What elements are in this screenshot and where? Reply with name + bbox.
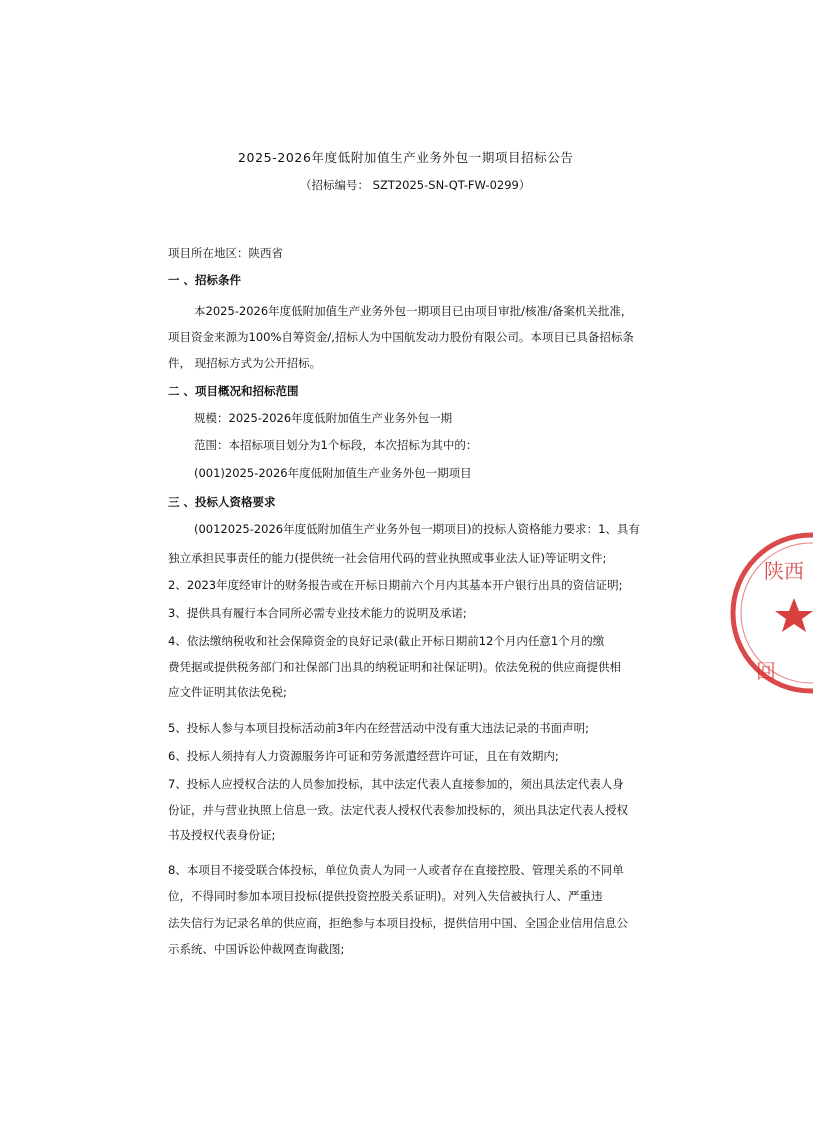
seal-text: 陕西 [764, 559, 804, 583]
company-seal [726, 528, 813, 698]
paragraph-line: 独立承担民事责任的能力(提供统一社会信用代码的营业执照或事业法人证)等证明文件; [168, 551, 607, 565]
paragraph-line: 示系统、中国诉讼仲裁网查询截图; [168, 942, 345, 956]
document-title: 2025-2026年度低附加值生产业务外包一期项目招标公告 [238, 150, 574, 165]
paragraph-line: 法失信行为记录名单的供应商，拒绝参与本项目投标，提供信用中国、全国企业信用信息公 [168, 916, 628, 930]
paragraph-line: 项目资金来源为100%自筹资金/,招标人为中国航发动力股份有限公司。本项目已具备招标条 [168, 330, 634, 344]
paragraph-line: 8、本项目不接受联合体投标，单位负责人为同一人或者存在直接控股、管理关系的不同单 [168, 863, 624, 877]
paragraph-line: 4、依法缴纳税收和社会保障资金的良好记录(截止开标日期前12个月内任意1个月的缴 [168, 634, 605, 648]
paragraph-line: 6、投标人须持有人力资源服务许可证和劳务派遣经营许可证，且在有效期内; [168, 749, 559, 763]
paragraph-line: 书及授权代表身份证; [168, 828, 276, 842]
paragraph-line: 份证，并与营业执照上信息一致。法定代表人授权代表参加投标的，须出具法定代表人授权 [168, 803, 628, 817]
paragraph-line: 范围：本招标项目划分为1个标段，本次招标为其中的： [194, 438, 478, 452]
project-region: 项目所在地区：陕西省 [168, 246, 283, 260]
paragraph-line: 件， 现招标方式为公开招标。 [168, 356, 322, 370]
paragraph-line: 本2025-2026年度低附加值生产业务外包一期项目已由项目审批/核准/备案机关批准， [194, 304, 633, 318]
paragraph-line: 费凭据或提供税务部门和社保部门出具的纳税证明和社保证明)。依法免税的供应商提供相 [168, 660, 621, 674]
paragraph-line: 位，不得同时参加本项目投标(提供投资控股关系证明)。对列入失信被执行人、严重违 [168, 889, 603, 903]
seal-glyph-bottom: 回 [756, 659, 776, 683]
section-heading-bidder-qualifications: 三 、投标人资格要求 [168, 495, 276, 509]
paragraph-line: 应文件证明其依法免税; [168, 685, 287, 699]
paragraph-line: 3、提供具有履行本合同所必需专业技术能力的说明及承诺; [168, 606, 467, 620]
paragraph-line: 5、投标人参与本项目投标活动前3年内在经营活动中没有重大违法记录的书面声明; [168, 721, 590, 735]
paragraph-line: 2、2023年度经审计的财务报告或在开标日期前六个月内其基本开户银行出具的资信证明; [168, 578, 623, 592]
paragraph-line: 规模：2025-2026年度低附加值生产业务外包一期 [194, 411, 453, 425]
paragraph-line: (0012025-2026年度低附加值生产业务外包一期项目)的投标人资格能力要求：1、具有 [194, 522, 640, 536]
paragraph-line: (001)2025-2026年度低附加值生产业务外包一期项目 [194, 466, 472, 480]
paragraph-line: 7、投标人应授权合法的人员参加投标，其中法定代表人直接参加的，须出具法定代表人身 [168, 777, 624, 791]
seal-star-icon [775, 598, 813, 632]
section-heading-tender-conditions: 一 、招标条件 [168, 273, 242, 287]
section-heading-project-overview: 二 、项目概况和招标范围 [168, 384, 299, 398]
seal-graphic [726, 528, 813, 698]
tender-code: （招标编号： SZT2025-SN-QT-FW-0299） [300, 178, 531, 192]
